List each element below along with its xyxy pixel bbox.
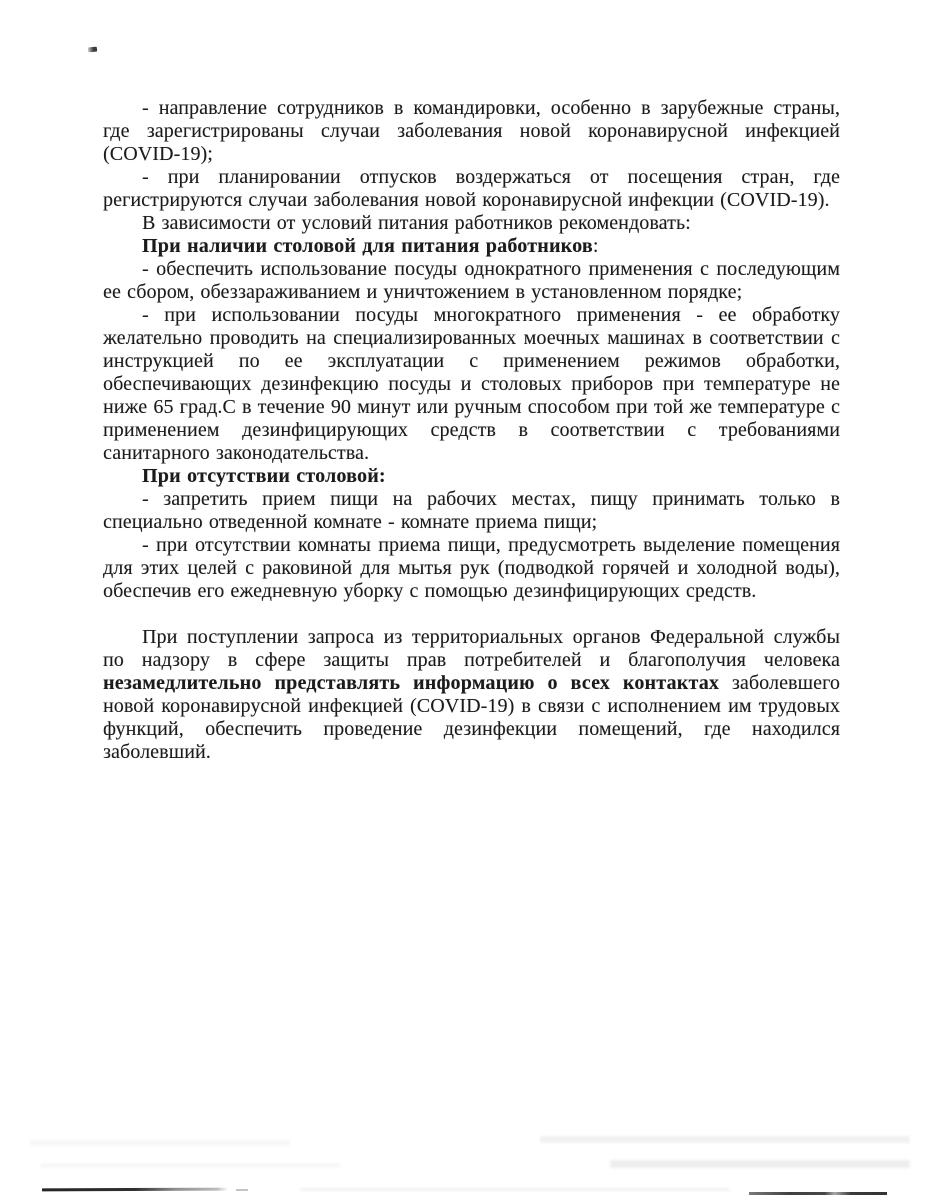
paragraph-no-eating-at-workplace: - запретить прием пищи на рабочих местах, пищу принимать только в специально отведенной комнате - комнате приема пищи; [103, 488, 840, 533]
scan-bleedthrough-smudge [30, 1140, 290, 1146]
request-text-bold: незамедлительно представлять информацию о всех контактах [103, 672, 720, 694]
heading-canteen-present-colon: : [592, 235, 599, 257]
paragraph-rospotrebnadzor-request [103, 626, 840, 764]
paragraph-disposable-tableware: - обеспечить использование посуды однократного применения с последующим ее сбором, обеззараживанием и уничтожением в установленном порядке; [103, 258, 840, 303]
paragraph-catering-intro: В зависимости от условий питания работников рекомендовать: [142, 212, 691, 234]
scan-line-artifact-bottom-left [42, 1188, 228, 1192]
request-text-pre: При поступлении запроса из территориальных органов Федеральной службы по надзору в сфере защиты прав потребителей и благополучия человека [103, 626, 840, 671]
scan-speck-artifact [88, 47, 97, 53]
scan-line-artifact-bottom-right [749, 1192, 887, 1195]
paragraph-eating-room-absence: - при отсутствии комнаты приема пищи, предусмотреть выделение помещения для этих целей с раковиной для мытья рук (подводкой горячей и холодной воды), обеспечив его ежедневную уборку с помощью дезинфицирующих средств. [103, 534, 840, 602]
scan-bleedthrough-smudge [540, 1136, 910, 1143]
paragraph-vacations: - при планировании отпусков воздержаться от посещения стран, где регистрируются случаи заболевания новой коронавирусной инфекции (COVID-19). [103, 166, 840, 211]
heading-canteen-present [103, 235, 840, 258]
heading-canteen-present-bold: При наличии столовой для питания работников [142, 235, 593, 257]
heading-no-canteen-bold: При отсутствии столовой: [142, 465, 386, 487]
paragraph-reusable-tableware: - при использовании посуды многократного применения - ее обработку желательно проводить на специализированных моечных машинах в соответствии с инструкцией по ее эксплуатации с применением режимов обработки, обеспечивающих дезинфекцию посуды и столовых приборов при температуре не ниже 65 град.С в течение 90 минут или ручным способом при той же температуре с применением дезинфицирующих средств в соответствии с требованиями санитарного законодательства. [103, 304, 840, 464]
request-text-post: заболевшего новой коронавирусной инфекцией (COVID-19) в связи с исполнением им трудовых функций, обеспечить проведение дезинфекции помещений, где находился заболевший. [103, 672, 840, 763]
heading-no-canteen [103, 465, 840, 488]
scan-bleedthrough-smudge [610, 1160, 910, 1168]
scan-dash-artifact-bottom-left [236, 1189, 248, 1191]
document-body [103, 97, 840, 764]
scan-bleedthrough-smudge [40, 1163, 340, 1168]
scan-bleedthrough-smudge [300, 1188, 730, 1191]
paragraph-business-trips: - направление сотрудников в командировки, особенно в зарубежные страны, где зарегистрированы случаи заболевания новой коронавирусной инфекцией (COVID-19); [103, 97, 840, 165]
